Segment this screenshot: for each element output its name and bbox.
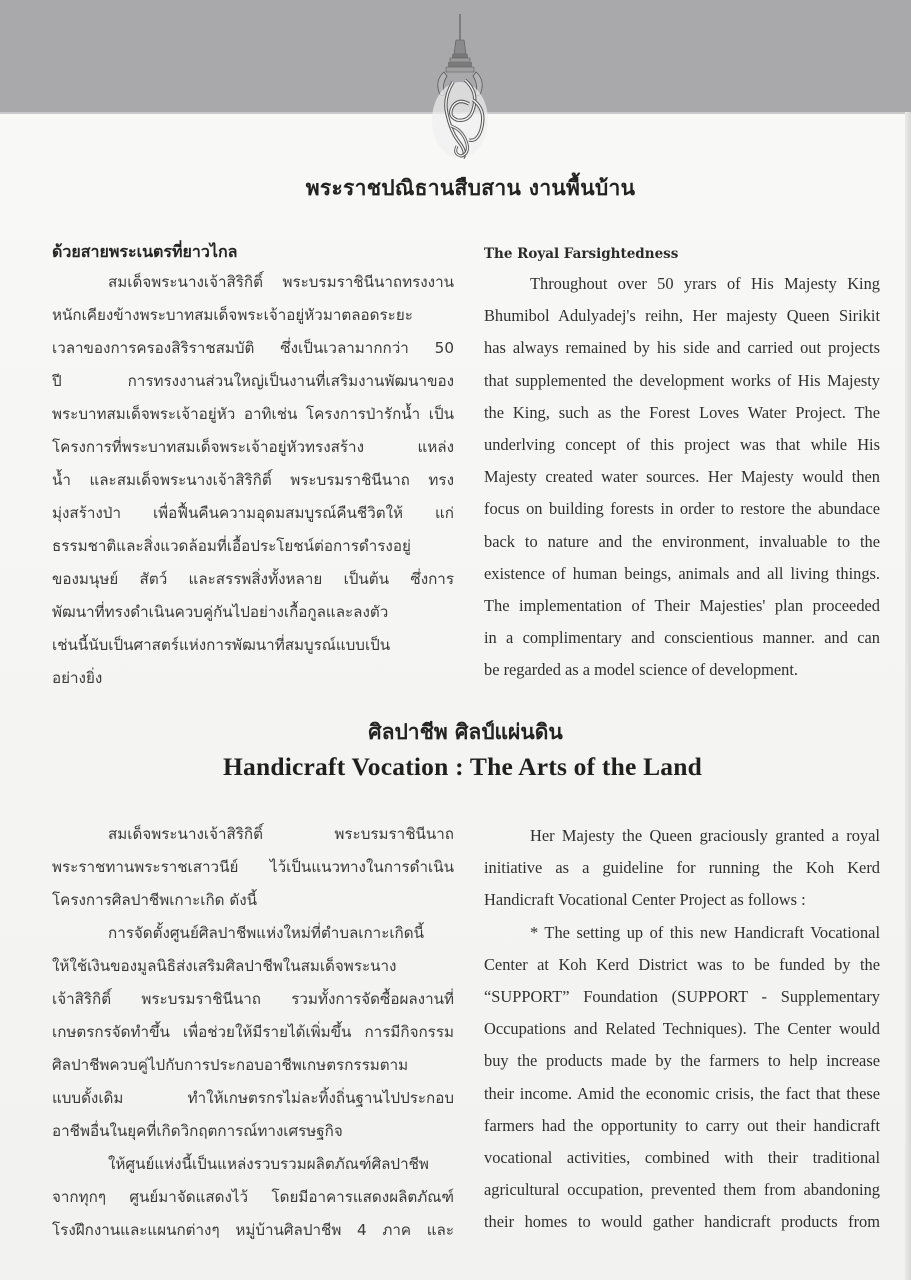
- text-line: Occupations and Related Techniques). The Center would: [484, 1019, 880, 1039]
- text-line: จากทุกๆ ศูนย์มาจัดแสดงไว้ โดยมีอาคารแสดงผลิตภัณฑ์: [52, 1188, 454, 1206]
- section2-title-thai: ศิลปาชีพ ศิลป์แผ่นดิน: [368, 720, 563, 744]
- text-line: underlving concept of this project was that while His: [484, 434, 880, 454]
- text-line: the King, such as the Forest Loves Water Project. The: [484, 402, 880, 422]
- section2-title-english: Handicraft Vocation : The Arts of the Land: [222, 752, 702, 781]
- text-line: back to nature and the environment, invaluable to the: [484, 531, 880, 551]
- text-line: พระราชทานพระราชเสาวนีย์ ไว้เป็นแนวทางในการดำเนิน: [52, 858, 454, 876]
- text-line: พัฒนาที่ทรงดำเนินควบคู่กันไปอย่างเกื้อกูลและลงตัว: [52, 603, 389, 621]
- text-line: เกษตรกรจัดทำขึ้น เพื่อช่วยให้มีรายได้เพิ่มขึ้น การมีกิจกรรม: [52, 1023, 454, 1041]
- text-line: น้ำ และสมเด็จพระนางเจ้าสิริกิติ์ พระบรมราชินีนาถ ทรง: [52, 471, 454, 489]
- section1-thai-paragraph: [52, 266, 454, 695]
- page-edge-shadow: [905, 112, 911, 1280]
- text-line: พระบาทสมเด็จพระเจ้าอยู่หัว อาทิเช่น โครงการป่ารักน้ำ เป็น: [52, 405, 454, 423]
- text-line: ของมนุษย์ สัตว์ และสรรพสิ่งทั้งหลาย เป็นต้น ซึ่งการ: [52, 570, 454, 588]
- text-line: ปี การทรงงานส่วนใหญ่เป็นงานที่เสริมงานพัฒนาของ: [52, 372, 454, 390]
- section2-thai-column: [52, 818, 454, 1247]
- text-line: Handicraft Vocational Center Project as follows :: [484, 890, 806, 910]
- text-line: การจัดตั้งศูนย์ศิลปาชีพแห่งใหม่ที่ตำบลเกาะเกิดนี้: [108, 924, 424, 942]
- text-line: ให้ศูนย์แห่งนี้เป็นแหล่งรวบรวมผลิตภัณฑ์ศิลปาชีพ: [108, 1155, 429, 1173]
- text-line: โรงฝึกงานและแผนกต่างๆ หมู่บ้านศิลปาชีพ 4 ภาค และ: [52, 1221, 454, 1239]
- text-line: “SUPPORT” Foundation (SUPPORT - Supplementary: [484, 986, 880, 1006]
- text-line: เช่นนี้นับเป็นศาสตร์แห่งการพัฒนาที่สมบูรณ์แบบเป็น: [52, 636, 391, 654]
- text-line: farmers had the opportunity to carry out their handicraft: [484, 1115, 880, 1135]
- section2-thai-paragraph-1: [52, 818, 454, 917]
- text-line: สมเด็จพระนางเจ้าสิริกิติ์ พระบรมราชินีนาถทรงงาน: [108, 273, 454, 291]
- section1-thai-heading: ด้วยสายพระเนตรที่ยาวไกล: [52, 242, 238, 261]
- text-line: เจ้าสิริกิติ์ พระบรมราชินีนาถ รวมทั้งการจัดซื้อผลงานที่: [52, 990, 454, 1008]
- text-line: that supplemented the development works of His Majesty: [484, 370, 880, 390]
- section2-thai-paragraph-2: [52, 917, 454, 1148]
- section1-english-paragraph: [484, 268, 880, 686]
- text-line: initiative as a guideline for running the Koh Kerd: [484, 858, 880, 878]
- text-line: ให้ใช้เงินของมูลนิธิส่งเสริมศิลปาชีพในสมเด็จพระนาง: [52, 957, 397, 975]
- section1-english-column: [484, 240, 880, 686]
- text-line: The implementation of Their Majesties' plan proceeded: [484, 595, 880, 615]
- text-line: Center at Koh Kerd District was to be funded by the: [484, 954, 880, 974]
- text-line: เวลาของการครองสิริราชสมบัติ ซึ่งเป็นเวลามากกว่า 50: [52, 339, 454, 357]
- text-line: their income. Amid the economic crisis, the fact that these: [484, 1083, 880, 1103]
- text-line: หนักเคียงข้างพระบาทสมเด็จพระเจ้าอยู่หัวมาตลอดระยะ: [52, 306, 413, 324]
- text-line: Her Majesty the Queen graciously granted a royal: [530, 826, 880, 845]
- text-line: อาชีพอื่นในยุคที่เกิดวิกฤตการณ์ทางเศรษฐกิจ: [52, 1122, 343, 1140]
- text-line: in a complimentary and conscientious manner. and can: [484, 628, 880, 648]
- section2-english-paragraph-1: [484, 820, 880, 917]
- text-line: Majesty created water sources. Her Majesty would then: [484, 467, 880, 487]
- text-line: แบบดั้งเดิม ทำให้เกษตรกรไม่ละทิ้งถิ่นฐานไปประกอบ: [52, 1089, 454, 1107]
- text-line: โครงการศิลปาชีพเกาะเกิด ดังนี้: [52, 891, 258, 909]
- text-line: * The setting up of this new Handicraft Vocational: [530, 922, 880, 942]
- text-line: agricultural occupation, prevented them from abandoning: [484, 1180, 880, 1200]
- text-line: โครงการที่พระบาทสมเด็จพระเจ้าอยู่หัวทรงสร้าง แหล่ง: [52, 438, 454, 456]
- text-line: ธรรมชาติและสิ่งแวดล้อมที่เอื้อประโยชน์ต่อการดำรงอยู่: [52, 537, 411, 555]
- section2-english-column: [484, 820, 880, 1238]
- text-line: ศิลปาชีพควบคู่ไปกับการประกอบอาชีพเกษตรกรรมตาม: [52, 1056, 409, 1074]
- text-line: อย่างยิ่ง: [52, 669, 103, 687]
- page-title: พระราชปณิธานสืบสาน งานพื้นบ้าน: [305, 176, 636, 200]
- section2-english-paragraph-2: [484, 917, 880, 1239]
- text-line: has always remained by his side and carried out projects: [484, 338, 880, 358]
- text-line: their homes to would gather handicraft products from: [484, 1212, 880, 1232]
- text-line: buy the products made by the farmers to help increase: [484, 1051, 880, 1071]
- text-line: Throughout over 50 yrars of His Majesty King: [530, 274, 880, 293]
- section1-english-heading: The Royal Farsightedness: [484, 246, 679, 262]
- text-line: Bhumibol Adulyadej's reihn, Her majesty Queen Sirikit: [484, 306, 880, 326]
- text-line: focus on building forests in order to restore the abundace: [484, 499, 880, 519]
- text-line: vocational activities, combined with their traditional: [484, 1147, 880, 1167]
- section1-thai-column: [52, 238, 454, 695]
- text-line: existence of human beings, animals and all living things.: [484, 563, 880, 583]
- royal-cypher-emblem-icon: [423, 10, 497, 160]
- text-line: be regarded as a model science of development.: [484, 660, 799, 680]
- section2-thai-paragraph-3: [52, 1148, 454, 1247]
- text-line: สมเด็จพระนางเจ้าสิริกิติ์ พระบรมราชินีนาถ: [108, 825, 454, 843]
- text-line: มุ่งสร้างป่า เพื่อฟื้นคืนความอุดมสมบูรณ์คืนชีวิตให้ แก่: [52, 504, 454, 522]
